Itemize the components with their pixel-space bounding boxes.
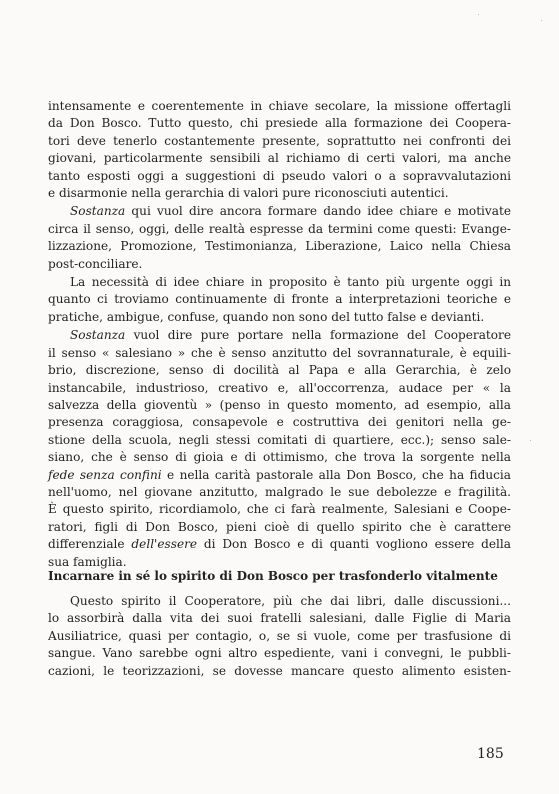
scan-speck xyxy=(478,14,479,15)
italic-term: Sostanza xyxy=(70,204,126,219)
italic-term: dell'essere xyxy=(131,537,198,552)
paragraph xyxy=(48,593,511,680)
text-line: presenza coraggiosa, consapevole e costruttiva dei genitori nella ge- xyxy=(48,415,511,430)
body-text-bottom xyxy=(48,593,511,681)
text-line: tanto esposti oggi a suggestioni di pseudo valori o a sopravvalutazioni xyxy=(48,168,511,183)
text-line: fede senza confini e nella carità pastorale alla Don Bosco, che ha fiducia xyxy=(48,467,511,482)
section-heading: Incarnare in sé lo spirito di Don Bosco per trasfonderlo vitalmente xyxy=(48,569,498,583)
page-number: 185 xyxy=(477,746,504,762)
body-text-top xyxy=(48,98,511,572)
text-line: differenziale dell'essere di Don Bosco e di quanti vogliono essere della xyxy=(48,537,511,552)
text-line: post-conciliare. xyxy=(48,256,143,271)
scan-speck xyxy=(530,440,531,441)
text-line: È questo spirito, ricordiamolo, che ci farà realmente, Salesiani e Coope- xyxy=(48,502,511,517)
text-line: giovani, particolarmente sensibili al richiamo di certi valori, ma anche xyxy=(48,151,511,166)
paragraph xyxy=(48,274,511,326)
text-line: Sostanza qui vuol dire ancora formare dando idee chiare e motivate xyxy=(70,204,511,219)
text-line: e disarmonie nella gerarchia di valori pure riconosciuti autentici. xyxy=(48,186,449,201)
text-line: il senso « salesiano » che è senso anzitutto del sovrannaturale, è equili- xyxy=(48,345,511,360)
scan-speck xyxy=(541,20,542,21)
text-line: salvezza della gioventù » (penso in questo momento, ad esempio, alla xyxy=(48,397,511,412)
text-line: ratori, figli di Don Bosco, pieni cioè di quello spirito che è carattere xyxy=(48,519,511,534)
paragraph xyxy=(48,327,511,571)
italic-term: Sostanza xyxy=(70,328,126,343)
text-line: quanto ci troviamo continuamente di fronte a interpretazioni teoriche e xyxy=(48,292,511,307)
text-line: Sostanza vuol dire pure portare nella formazione del Cooperatore xyxy=(70,328,511,343)
text-line: pratiche, ambigue, confuse, quando non sono del tutto false e devianti. xyxy=(48,309,485,324)
text-line: lizzazione, Promozione, Testimonianza, Liberazione, Laico nella Chiesa xyxy=(48,239,511,254)
text-line: lo assorbirà dalla vita dei suoi fratelli salesiani, dalle Figlie di Maria xyxy=(48,611,511,626)
text-line: Ausiliatrice, quasi per contagio, o, se si vuole, come per trasfusione di xyxy=(48,628,511,643)
text-line: stione della scuola, negli stessi comitati di quartiere, ecc.); senso sale- xyxy=(48,432,511,447)
paragraph xyxy=(48,203,511,273)
text-line: La necessità di idee chiare in proposito è tanto più urgente oggi in xyxy=(70,275,511,290)
text-line: circa il senso, oggi, delle realtà espresse da termini come questi: Evange- xyxy=(48,221,511,236)
text-line: cazioni, le teorizzazioni, se dovesse mancare questo alimento esisten- xyxy=(48,663,511,678)
paragraph xyxy=(48,98,511,202)
text-line: Questo spirito il Cooperatore, più che dai libri, dalle discussioni... xyxy=(70,594,511,608)
text-line: sangue. Vano sarebbe ogni altro espediente, vani i convegni, le pubbli- xyxy=(48,646,511,661)
text-line: siano, che è senso di gioia e di ottimismo, che trova la sorgente nella xyxy=(48,450,511,465)
text-line: instancabile, industrioso, creativo e, all'occorrenza, audace per « la xyxy=(48,380,511,395)
text-line: brio, discrezione, senso di docilità al Papa e alla Gerarchia, è zelo xyxy=(48,363,511,378)
text-line: intensamente e coerentemente in chiave secolare, la missione offertagli xyxy=(48,99,511,113)
italic-term: fede senza confini xyxy=(48,467,162,482)
text-line: nell'uomo, nel giovane anzitutto, malgrado le sue debolezze e fragilità. xyxy=(48,484,511,499)
text-line: da Don Bosco. Tutto questo, chi presiede alla formazione dei Coopera- xyxy=(48,116,511,131)
text-line: tori deve tenerlo costantemente presente, soprattutto nei confronti dei xyxy=(48,133,511,148)
text-line: sua famiglia. xyxy=(48,554,127,569)
